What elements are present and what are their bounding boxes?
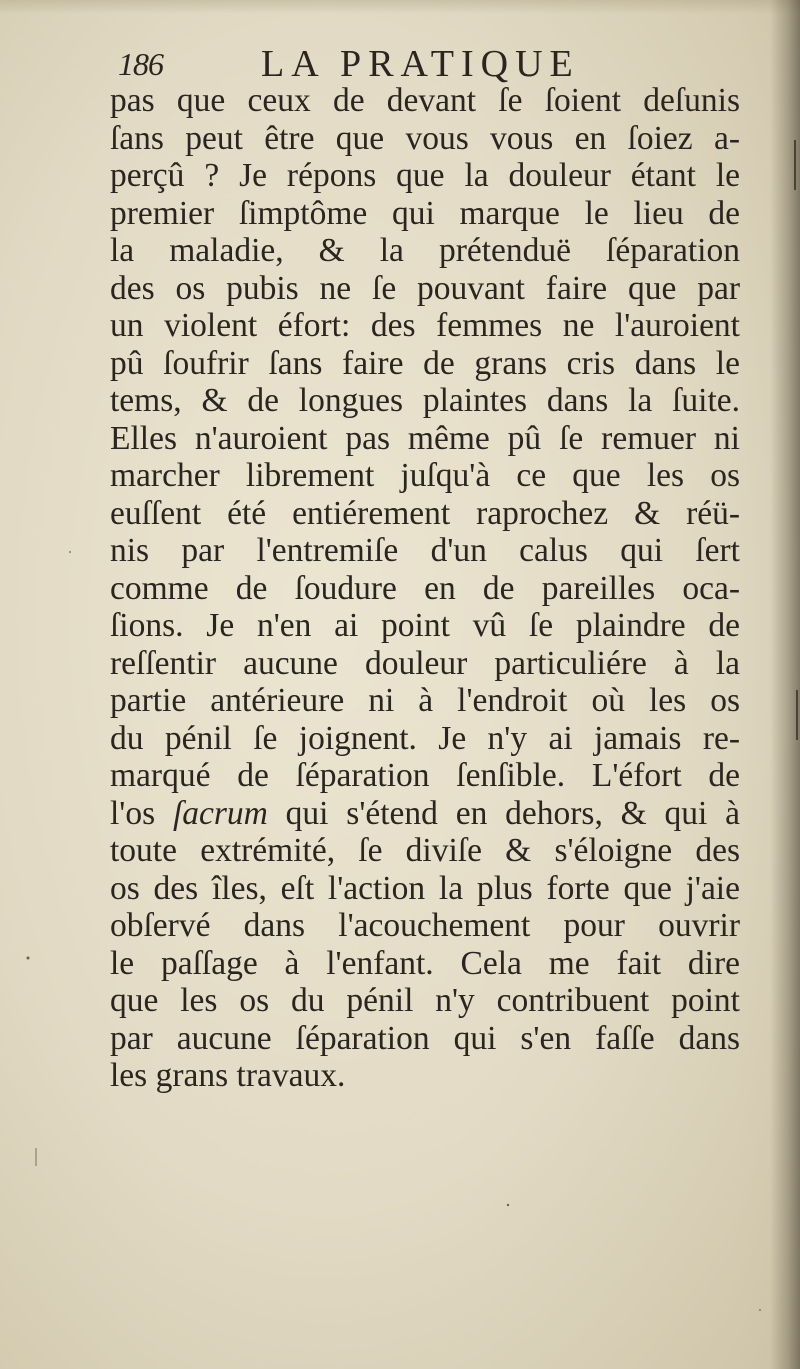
- text-line: pas que ceux de devant ſe ſoient deſunis: [110, 82, 740, 119]
- body-text: [110, 82, 740, 1095]
- text-line: la maladie, & la prétenduë ſéparation: [110, 232, 740, 269]
- text-line: pû ſoufrir ſans faire de grans cris dans le: [110, 344, 740, 382]
- line-prefix: l'os: [110, 794, 173, 832]
- text-line: ſions. Je n'en ai point vû ſe plaindre de: [110, 607, 740, 644]
- text-line: reſſentir aucune douleur particuliére à la: [110, 644, 740, 682]
- text-line: un violent éfort: des femmes ne l'auroient: [110, 307, 740, 344]
- text-line: des os pubis ne ſe pouvant faire que par: [110, 269, 740, 307]
- text-line: tems, & de longues plaintes dans la ſuite.: [110, 382, 740, 419]
- speck: [69, 551, 71, 553]
- page-number: 186: [118, 46, 163, 82]
- text-line: os des îles, eſt l'action la plus forte que j'aie: [110, 869, 740, 907]
- text-line: que les os du pénil n'y contribuent point: [110, 982, 740, 1019]
- text-line: le paſſage à l'enfant. Cela me fait dire: [110, 944, 740, 982]
- text-line: perçû ? Je répons que la douleur étant le: [110, 157, 740, 194]
- text-line: euſſent été entiérement raprochez & réü-: [110, 494, 740, 532]
- text-line: toute extrémité, ſe diviſe & s'éloigne des: [110, 832, 740, 869]
- speck: [507, 1204, 509, 1206]
- text-line: Elles n'auroient pas même pû ſe remuer ni: [110, 419, 740, 457]
- text-line-last: les grans travaux.: [110, 1057, 346, 1094]
- text-line: premier ſimptôme qui marque le lieu de: [110, 194, 740, 232]
- text-line: du pénil ſe joignent. Je n'y ai jamais re-: [110, 719, 740, 757]
- italic-term: ſacrum: [172, 794, 268, 832]
- text-line: nis par l'entremiſe d'un calus qui ſert: [110, 532, 740, 569]
- text-line: partie antérieure ni à l'endroit où les os: [110, 682, 740, 719]
- text-line: obſervé dans l'acouchement pour ouvrir: [110, 907, 740, 944]
- speck: [27, 957, 30, 960]
- binding-gutter-shadow: [770, 0, 800, 1369]
- page-top-edge: [0, 0, 800, 14]
- line-suffix: qui s'étend en dehors, & qui à: [267, 794, 740, 832]
- text-line: comme de ſoudure en de pareilles oca-: [110, 569, 740, 607]
- text-line: marcher librement juſqu'à ce que les os: [110, 457, 740, 494]
- speck: [759, 1309, 761, 1311]
- text-line: ſans peut être que vous vous en ſoiez a-: [110, 119, 740, 157]
- running-title: LA PRATIQUE: [261, 43, 580, 85]
- text-line: marqué de ſéparation ſenſible. L'éfort de: [110, 757, 740, 794]
- text-line: par aucune ſéparation qui s'en faſſe dans: [110, 1019, 740, 1057]
- text-line-with-italic: [110, 795, 740, 833]
